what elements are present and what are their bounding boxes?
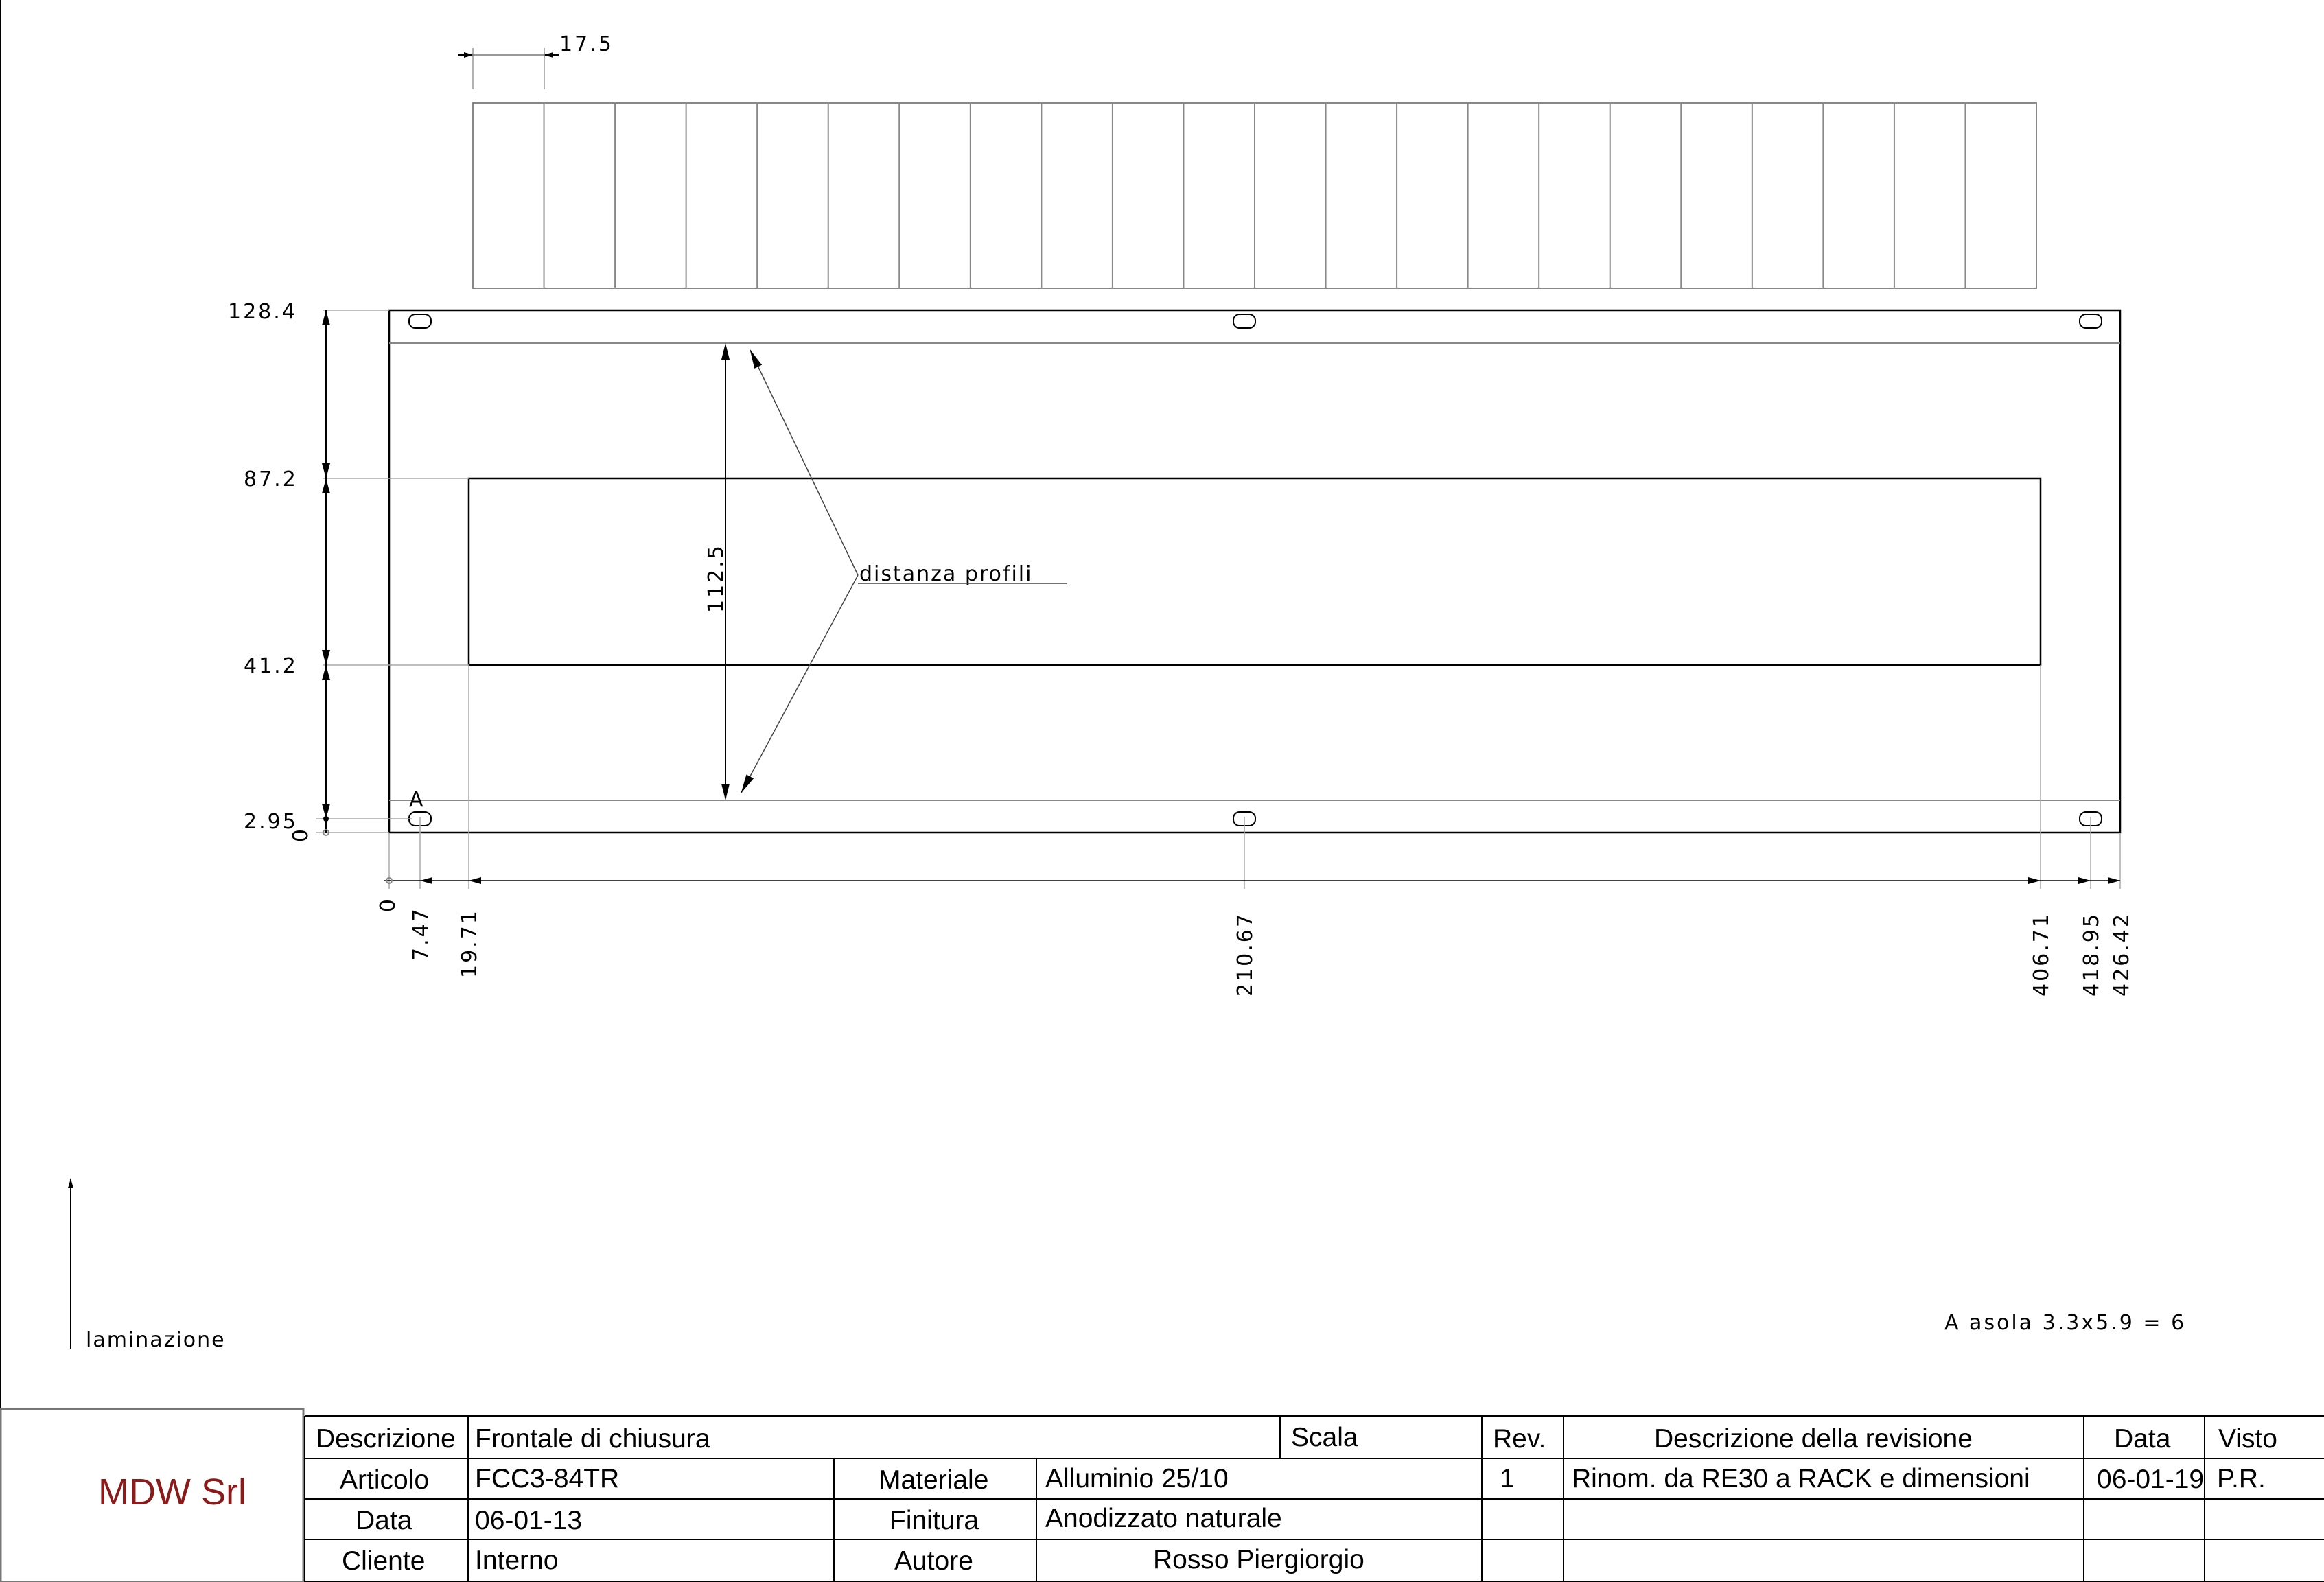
bottom-label-406-71: 406.71: [2030, 912, 2054, 997]
cliente-label: Cliente: [342, 1546, 426, 1576]
cliente-value: Interno: [475, 1546, 559, 1575]
height-dimension-chain: [228, 300, 330, 844]
visto-header: Visto: [2218, 1424, 2277, 1454]
profile-strip-dividers: [544, 103, 1966, 288]
dimension-arrowhead: [2108, 877, 2120, 884]
autore-value: Rosso Piergiorgio: [1153, 1545, 1364, 1574]
bottom-label-210-67: 210.67: [1233, 912, 1257, 997]
lamination-indicator: [71, 1179, 226, 1352]
segment-width-dimension: [458, 32, 614, 89]
revision-date-header: Data: [2114, 1424, 2171, 1454]
height-label-87-2: 87.2: [244, 467, 298, 491]
descrizione-label: Descrizione: [316, 1424, 456, 1454]
front-panel: [389, 310, 2120, 833]
height-label-2-95: 2.95: [244, 810, 298, 834]
dimension-arrowhead: [420, 877, 432, 884]
autore-label: Autore: [894, 1546, 973, 1576]
materiale-label: Materiale: [879, 1465, 989, 1495]
company-name: MDW Srl: [98, 1472, 246, 1513]
dimension-arrowhead: [469, 877, 481, 884]
mounting-slot: [409, 314, 431, 328]
bottom-dimension-chain: [374, 877, 2134, 997]
height-label-41-2: 41.2: [244, 654, 298, 678]
mounting-slot: [2080, 314, 2102, 328]
title-block: [1, 1409, 2324, 1582]
profile-distance-value: 112.5: [704, 544, 728, 613]
panel-outline: [389, 310, 2120, 833]
rev-header: Rev.: [1493, 1424, 1546, 1454]
finitura-label: Finitura: [890, 1506, 979, 1535]
slot-marker-a: A: [409, 788, 426, 812]
scala-label: Scala: [1291, 1423, 1358, 1452]
top-profile-strip: [473, 103, 2036, 288]
bottom-label-19-71: 19.71: [458, 909, 482, 978]
extension-lines: [316, 310, 2120, 889]
profile-distance-dimension: [704, 343, 1067, 800]
revision-description-header: Descrizione della revisione: [1654, 1424, 1973, 1454]
data-value: 06-01-13: [475, 1506, 583, 1535]
materiale-value: Alluminio 25/10: [1045, 1464, 1229, 1493]
dimension-arrowhead: [2028, 877, 2041, 884]
revision-description: Rinom. da RE30 a RACK e dimensioni: [1572, 1464, 2030, 1493]
revision-date: 06-01-19: [2097, 1465, 2205, 1494]
descrizione-value: Frontale di chiusura: [475, 1424, 710, 1454]
height-label-128-4: 128.4: [228, 300, 297, 324]
bottom-label-426-42: 426.42: [2110, 912, 2134, 997]
bottom-label-0: 0: [374, 899, 398, 915]
slot-note: A asola 3.3x5.9 = 6: [1944, 1311, 2187, 1335]
data-label: Data: [356, 1506, 412, 1535]
articolo-value: FCC3-84TR: [475, 1464, 620, 1493]
height-label-0: 0: [287, 829, 311, 845]
dimension-arrowhead: [2078, 877, 2091, 884]
profile-distance-label: distanza profili: [859, 562, 1033, 586]
articolo-label: Articolo: [340, 1465, 430, 1495]
finitura-value: Anodizzato naturale: [1045, 1504, 1282, 1533]
mounting-slot: [1233, 314, 1255, 328]
lamination-label: laminazione: [86, 1328, 226, 1352]
mounting-slots: [409, 314, 2102, 826]
revision-number: 1: [1500, 1464, 1515, 1493]
bottom-label-7-47: 7.47: [409, 907, 433, 961]
bottom-label-418-95: 418.95: [2080, 912, 2104, 997]
segment-width-value: 17.5: [559, 32, 614, 56]
revision-visto: P.R.: [2217, 1464, 2266, 1493]
